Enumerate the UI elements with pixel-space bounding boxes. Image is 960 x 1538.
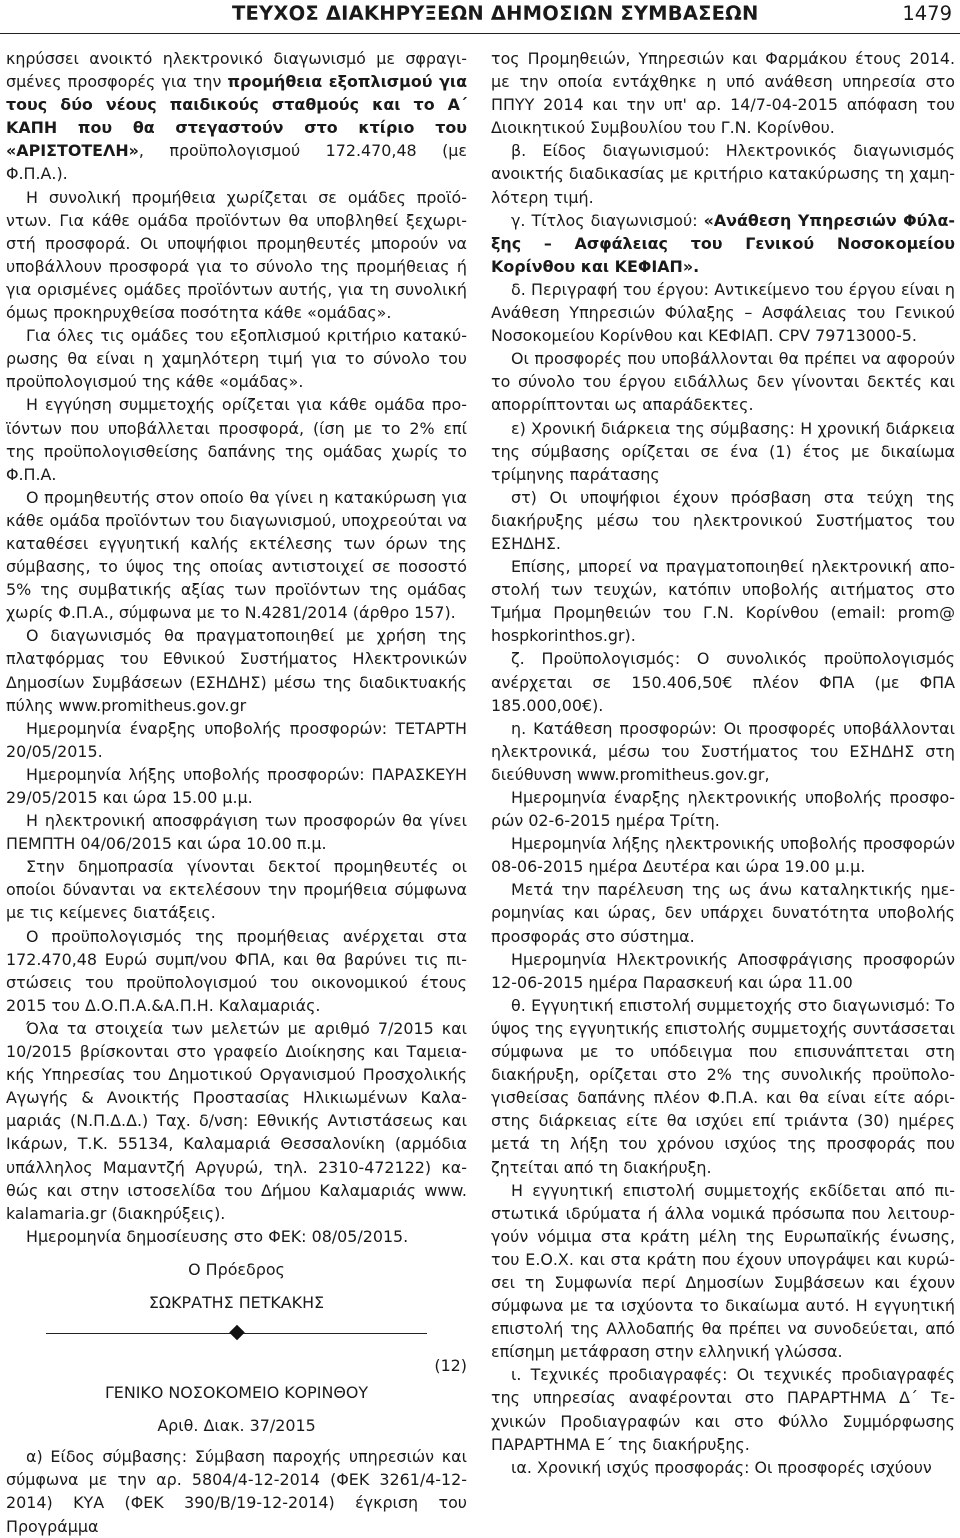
paragraph: Επίσης, μπορεί να πραγματοποιηθεί ηλεκτρονική αποστολή των τευχών, κατόπιν υποβολής αιτήματος στο Τμήμα Προμηθειών του Γ.Ν. Κορίνθου (email: prom@ hospkorinthos.gr). <box>491 557 955 646</box>
publication-date: Ημερομηνία δημοσίευσης στο ΦΕΚ: 08/05/2015. <box>26 1226 409 1246</box>
paragraph: Ημερομηνία έναρξης υποβολής προσφορών: ΤΕΤΑΡΤΗ 20/05/2015. <box>6 718 467 761</box>
gazette-issue-title: ΤΕΥΧΟΣ ΔΙΑΚΗΡΥΞΕΩΝ ΔΗΜΟΣΙΩΝ ΣΥΜΒΑΣΕΩΝ <box>232 2 759 25</box>
tender-title-label: γ. Τίτλος διαγωνισμού: <box>511 210 704 230</box>
paragraph: Μετά την παρέλευση της ως άνω καταληκτικής ημερομηνίας και ώρας, δεν υπάρχει δυνατότητα υποβολής προσφοράς στο σύστημα. <box>491 880 955 946</box>
page-header <box>0 0 960 34</box>
notice-number: (12) <box>434 1356 467 1376</box>
section-divider <box>6 1326 467 1342</box>
paragraph: Ημερομηνία έναρξης ηλεκτρονικής υποβολής προσφορών 02-6-2015 ημέρα Τρίτη. <box>491 788 955 831</box>
diamond-icon <box>229 1325 245 1341</box>
paragraph: Όλα τα στοιχεία των μελετών με αριθμό 7/2015 και 10/2015 βρίσκονται στο γραφείο Διοίκησης και Ταμειακής Υπηρεσίας του Δημοτικού Οργανισμού Προσχολικής Αγωγής & Ανοικτής Προστασίας Ηλικιωμένων Καλαμαριάς (Ν.Π.Δ.Δ.) Ταχ. δ/νση: Εθνικής Αντιστάσεως και Ικάρων, Τ.Κ. 55134, Καλαμαριά Θεσσαλονίκη (αρμόδια υπάλληλος Μαμαντζή Αργυρώ, τηλ. 2310-472122) καθώς και στην ιστοσελίδα του Δήμου Καλαμαριάς www. kalamaria.gr (διακηρύξεις). <box>6 1018 467 1223</box>
paragraph: Ο διαγωνισμός θα πραγματοποιηθεί με χρήση της πλατφόρμας του Εθνικού Συστήματος Ηλεκτρονικών Δημοσίων Συμβάσεων (ΕΣΗΔΗΣ) μέσω της διαδικτυακής πύλης www.promitheus.gov.gr <box>6 626 467 715</box>
paragraph: Ο προμηθευτής στον οποίο θα γίνει η κατακύρωση για κάθε ομάδα προϊόντων του διαγωνισμού, υποχρεούται να καταθέσει εγγυητική καλής εκτέλεσης των όρων της σύμβασης, το ύψος της οποίας αντιστοιχεί σε ποσοστό 5% της συμβατικής αξίας των προϊόντων της ομάδας χωρίς Φ.Π.Α., σύμφωνα με το Ν.4281/2014 (άρθρο 157). <box>6 487 467 623</box>
paragraph: στ) Οι υποψήφιοι έχουν πρόσβαση στα τεύχη της διακήρυξης μέσω του ηλεκτρονικού Συστήματος του ΕΣΗΔΗΣ. <box>491 487 955 553</box>
notice-number-row <box>6 1354 467 1377</box>
paragraph: Ο προϋπολογισμός της προμήθειας ανέρχεται στα 172.470,48 Ευρώ συμπ/νου ΦΠΑ, και θα βαρύνει τις πιστώσεις του προϋπολογισμού του οικονομικού έτους 2015 του Δ.Ο.Π.Α.&Α.Π.Η. Καλαμαριάς. <box>6 926 467 1015</box>
paragraph: δ. Περιγραφή του έργου: Αντικείμενο του έργου είναι η Ανάθεση Υπηρεσιών Φύλαξης – Ασφάλειας του Γενικού Νοσοκομείου Κορίνθου και ΚΕΦΙΑΠ. CPV 79713000-5. <box>491 279 955 346</box>
paragraph: Η ηλεκτρονική αποσφράγιση των προσφορών θα γίνει ΠΕΜΠΤΗ 04/06/2015 και ώρα 10.00 π.μ. <box>6 811 467 854</box>
paragraph: α) Είδος σύμβασης: Σύμβαση παροχής υπηρεσιών και σύμφωνα με την αρ. 5804/4-12-2014 (ΦΕΚ 3261/4-12-2014) ΚΥΑ (ΦΕΚ 390/Β/19-12-2014) έγκριση του Προγράμμα <box>6 1447 467 1536</box>
intro-text: κηρύσσει ανοικτό ηλεκτρονικό διαγωνισμό με σφραγισμένες προσφορές για την <box>6 49 467 92</box>
paragraph: θ. Εγγυητική επιστολή συμμετοχής στο διαγωνισμό: Το ύψος της εγγυητικής επιστολής συμμετοχής συντάσσεται σύμφωνα με το υπόδειγμα που επισυνάπτεται στη διακήρυξη, ορίζεται στο 2% της συνολικής προϋπολογισθείσας δαπάνης πλέον Φ.Π.Α. και θα είναι είτε αόριστης διάρκειας είτε θα ισχύει επί τριάντα (30) ημέρες μετά τη λήξη του χρόνου ισχύος της προσφοράς που ζητείται από τη διακήρυξη. <box>491 995 955 1177</box>
paragraph: β. Είδος διαγωνισμού: Ηλεκτρονικός διαγωνισμός ανοικτής διαδικασίας με κριτήριο κατακύρωσης τη χαμηλότερη τιμή. <box>491 141 955 207</box>
paragraph: Οι προσφορές που υποβάλλονται θα πρέπει να αφορούν το σύνολο του έργου ειδάλλως δεν γίνονται δεκτές και απορρίπτονται ως απαράδεκτες. <box>491 349 955 415</box>
protocol-number: Αριθ. Διακ. 37/2015 <box>157 1416 316 1436</box>
intro-budget-text: , προϋπολογισμού 172.470,48 (με Φ.Π.Α.). <box>6 141 467 184</box>
signer-name: ΣΩΚΡΑΤΗΣ ΠΕΤΚΑΚΗΣ <box>148 1292 325 1312</box>
paragraph: Ημερομηνία λήξης ηλεκτρονικής υποβολής προσφορών 08-06-2015 ημέρα Δευτέρα και ώρα 19.00 μ.μ. <box>491 834 955 877</box>
paragraph: ια. Χρονική ισχύς προσφοράς: Οι προσφορές ισχύουν <box>511 1457 932 1477</box>
paragraph: Ημερομηνία Ηλεκτρονικής Αποσφράγισης προσφορών 12-06-2015 ημέρα Παρασκευή και ώρα 11.00 <box>491 949 955 992</box>
paragraph: Για όλες τις ομάδες του εξοπλισμού κριτήριο κατακύρωσης θα είναι η χαμηλότερη τιμή για το σύνολο του προϋπολογισμού της κάθε «ομάδας». <box>6 326 467 392</box>
paragraph: ε) Χρονική διάρκεια της σύμβασης: Η χρονική διάρκεια της σύμβασης ορίζεται σε ένα (1) έτος με δικαίωμα τρίμηνης παράτασης <box>491 418 955 484</box>
paragraph: ζ. Προϋπολογισμός: Ο συνολικός προϋπολογισμός ανέρχεται σε 150.406,50€ πλέον ΦΠΑ (με ΦΠΑ 185.000,00€). <box>491 649 955 715</box>
tender-title-paragraph <box>491 209 955 278</box>
intro-bold-subject: προμήθεια εξοπλισμού για τους δύο νέους παιδικούς σταθμούς και το Α΄ ΚΑΠΗ που θα στεγαστούν στο κτίριο του «ΑΡΙΣΤΟΤΕΛΗ» <box>6 72 467 161</box>
paragraph: η. Κατάθεση προσφορών: Οι προσφορές υποβάλλονται ηλεκτρονικά, μέσω του Συστήματος του ΕΣΗΔΗΣ στη διεύθυνση www.promitheus.gov.gr, <box>491 718 955 784</box>
left-column <box>6 47 467 1538</box>
page-number: 1479 <box>902 2 952 25</box>
tender-intro-paragraph <box>6 47 467 186</box>
paragraph: Η εγγύηση συμμετοχής ορίζεται για κάθε ομάδα προϊόντων που υποβάλλεται προσφορά, (ίση με το 2% επί της προϋπολογισθείσης δαπάνης της ομάδας χωρίς το Φ.Π.Α. <box>6 395 467 484</box>
paragraph: Η συνολική προμήθεια χωρίζεται σε ομάδες προϊόντων. Για κάθε ομάδα προϊόντων θα υποβληθεί ξεχωριστή προσφορά. Οι υποψήφιοι προμηθευτές μπορούν να υποβάλλουν προσφορά για το σύνολο της προμήθειας ή για ορισμένες ομάδες προϊόντων αυτής, για τη συνολική όμως προκηρυχθείσα ποσότητα κάθε «ομάδας». <box>6 187 467 323</box>
tender-title-bold: «Ανάθεση Υπηρεσιών Φύλαξης – Ασφάλειας του Γενικού Νοσοκομείου Κορίνθου και ΚΕΦΙΑΠ». <box>491 210 955 276</box>
issuer-name: ΓΕΝΙΚΟ ΝΟΣΟΚΟΜΕΙΟ ΚΟΡΙΝΘΟΥ <box>104 1383 369 1403</box>
paragraph: ι. Τεχνικές προδιαγραφές: Οι τεχνικές προδιαγραφές της υπηρεσίας αναφέρονται στο ΠΑΡΑΡΤΗΜΑ Δ΄ Τεχνικών Προδιαγραφών και στο Φύλλο Συμμόρφωσης ΠΑΡΑΡΤΗΜΑ Ε΄ της διακήρυξης. <box>491 1365 955 1454</box>
paragraph: Στην δημοπρασία γίνονται δεκτοί προμηθευτές οι οποίοι δύνανται να εκτελέσουν την προμήθεια σύμφωνα με τις κείμενες διατάξεις. <box>6 857 467 923</box>
paragraph: Ημερομηνία λήξης υποβολής προσφορών: ΠΑΡΑΣΚΕΥΗ 29/05/2015 και ώρα 15.00 μ.μ. <box>6 764 467 807</box>
paragraph: Η εγγυητική επιστολή συμμετοχής εκδίδεται από πιστωτικά ιδρύματα ή άλλα νομικά πρόσωπα που λειτουργούν νόμιμα στα κράτη μέλη της Ευρωπαϊκής ένωσης, του Ε.Ο.Χ. και στα κράτη που έχουν υπογράψει και κυρώσει τη Συμφωνία περί Δημοσίων Συμβάσεων και έχουν σύμφωνα με τα ισχύοντα το δικαίωμα αυτό. Η εγγυητική επιστολή της Αλλοδαπής θα πρέπει να συνοδεύεται, από επίσημη μετάφραση στην ελληνική γλώσσα. <box>491 1180 955 1362</box>
right-column <box>491 47 955 1479</box>
paragraph: τος Προμηθειών, Υπηρεσιών και Φαρμάκου έτους 2014. με την οποία εντάχθηκε η υπό ανάθεση υπηρεσία στο ΠΠΥΥ 2014 και την υπ' αρ. 14/7-04-2015 απόφαση του Διοικητικού Συμβουλίου του Γ.Ν. Κορίνθου. <box>491 49 955 138</box>
signer-title: Ο Πρόεδρος <box>188 1259 285 1279</box>
